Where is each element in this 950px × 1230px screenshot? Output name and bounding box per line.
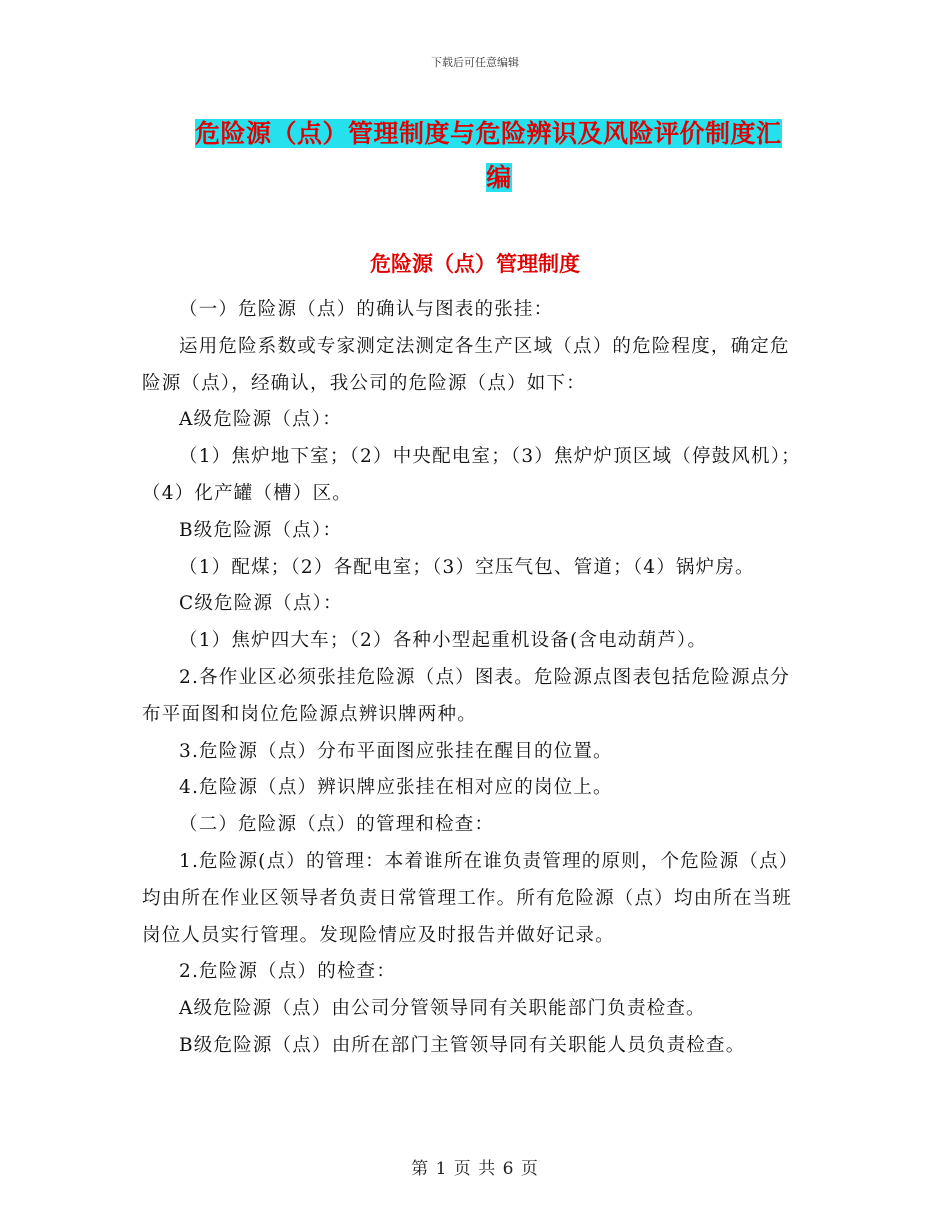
section-title: 危险源（点）管理制度 [370, 252, 580, 276]
paragraph: C级危险源（点）： [179, 593, 343, 615]
paragraph: 2.危险源（点）的检查： [179, 961, 397, 983]
title-line-1: 危险源（点）管理制度与危险辨识及风险评价制度汇 [195, 119, 782, 148]
paragraph: （1）焦炉地下室；（2）中央配电室；（3）焦炉炉顶区域（停鼓风机）；（4）化产罐（槽）区。 [142, 446, 801, 504]
paragraph: B级危险源（点）： [179, 519, 343, 541]
paragraph: 3.危险源（点）分布平面图应张挂在醒目的位置。 [179, 740, 613, 762]
paragraph: 运用危险系数或专家测定法测定各生产区域（点）的危险程度，确定危险源（点），经确认，我公司的危险源（点）如下： [142, 335, 790, 394]
paragraph: （一）危险源（点）的确认与图表的张挂： [179, 299, 554, 320]
document-body [142, 292, 808, 1065]
paragraph: B级危险源（点）由所在部门主管领导同有关职能人员负责检查。 [179, 1034, 746, 1056]
paragraph: A级危险源（点）由公司分管领导同有关职能部门负责检查。 [179, 998, 706, 1020]
paragraph: 4.危险源（点）辨识牌应张挂在相对应的岗位上。 [179, 777, 613, 799]
paragraph: （二）危险源（点）的管理和检查： [179, 814, 495, 836]
paragraph: A级危险源（点）： [179, 409, 342, 431]
paragraph: 2.各作业区必须张挂危险源（点）图表。危险源点图表包括危险源点分布平面图和岗位危险源点辨识牌两种。 [142, 666, 791, 725]
page-footer: 第 1 页 共 6 页 [411, 1159, 539, 1179]
header-note: 下载后可任意编辑 [431, 56, 519, 69]
paragraph: 1.危险源(点）的管理：本着谁所在谁负责管理的原则，个危险源（点）均由所在作业区领导者负责日常管理工作。所有危险源（点）均由所在当班岗位人员实行管理。发现险情应及时报告并做好记录。 [142, 850, 799, 946]
paragraph: （1）焦炉四大车；（2）各种小型起重机设备(含电动葫芦）。 [179, 630, 708, 652]
paragraph: （1）配煤；（2）各配电室；（3）空压气包、管道；（4）锅炉房。 [179, 556, 755, 578]
title-line-2: 编 [486, 163, 512, 192]
document-title [195, 112, 803, 200]
